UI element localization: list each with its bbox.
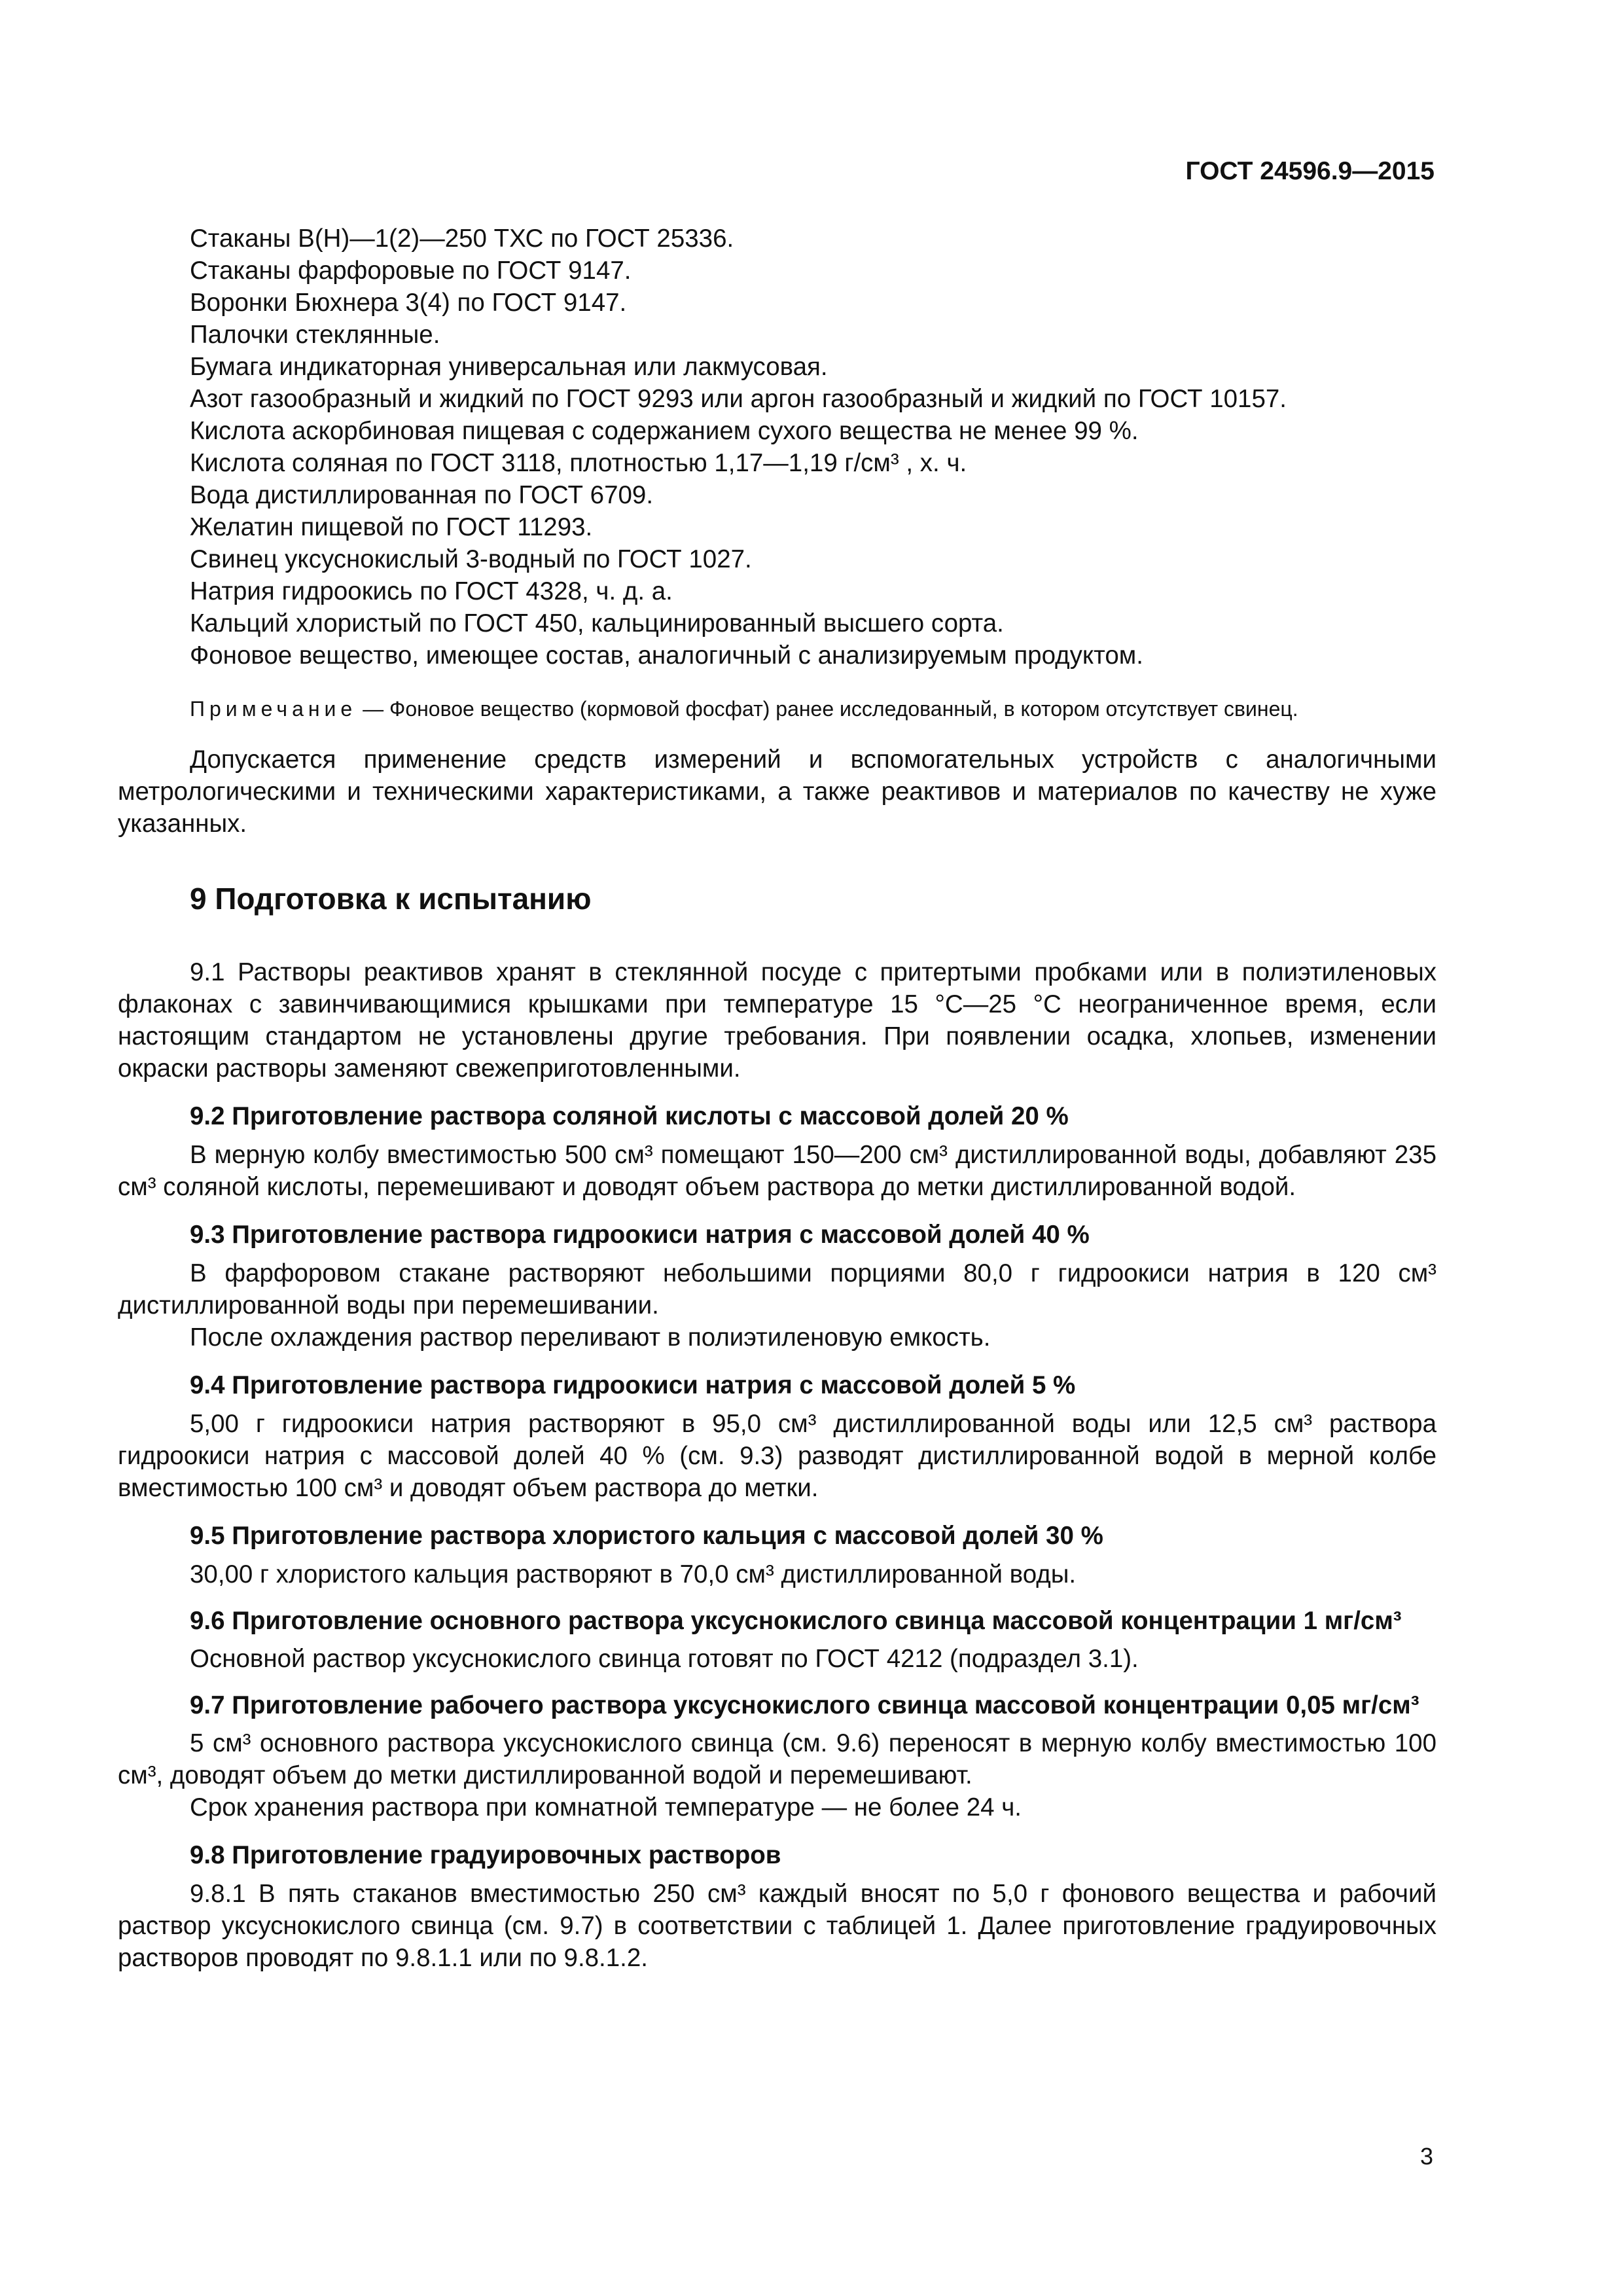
paragraph-9-6: Основной раствор уксуснокислого свинца готовят по ГОСТ 4212 (подраздел 3.1). — [190, 1645, 1139, 1673]
heading-9-8: 9.8 Приготовление градуировочных растворов — [190, 1841, 781, 1869]
standard-number: ГОСТ 24596.9—2015 — [1185, 157, 1435, 185]
list-item: Кальций хлористый по ГОСТ 450, кальцинированный высшего сорта. — [190, 609, 1004, 637]
list-item: Кислота соляная по ГОСТ 3118, плотностью 1,17—1,19 г/см³ , х. ч. — [190, 449, 967, 477]
paragraph-9-8-1: 9.8.1 В пять стаканов вместимостью 250 см³ каждый вносят по 5,0 г фонового вещества и рабочий раствор уксуснокислого свинца (см. 9.7) в соответствии с таблицей 1. Далее приготовление градуировочных растворов проводят по 9.8.1.1 или по 9.8.1.2. — [118, 1880, 1436, 1972]
heading-9-4: 9.4 Приготовление раствора гидроокиси натрия с массовой долей 5 % — [190, 1371, 1076, 1399]
page-number: 3 — [1419, 2143, 1433, 2170]
paragraph-9-4: 5,00 г гидроокиси натрия растворяют в 95,0 см³ дистиллированной воды или 12,5 см³ раствора гидроокиси натрия с массовой долей 40 % (см. 9.3) разводят дистиллированной водой в мерной колбе вместимостью 100 см³ и доводят объем раствора до метки. — [118, 1410, 1436, 1502]
list-item: Желатин пищевой по ГОСТ 11293. — [190, 513, 593, 541]
list-item: Кислота аскорбиновая пищевая с содержанием сухого вещества не менее 99 %. — [190, 417, 1139, 445]
list-item: Свинец уксуснокислый 3-водный по ГОСТ 1027. — [190, 545, 752, 573]
paragraph-9-2: В мерную колбу вместимостью 500 см³ помещают 150—200 см³ дистиллированной воды, добавляют 235 см³ соляной кислоты, перемешивают и доводят объем раствора до метки дистиллированной водой. — [118, 1141, 1436, 1201]
list-item: Азот газообразный и жидкий по ГОСТ 9293 или аргон газообразный и жидкий по ГОСТ 10157. — [190, 385, 1287, 413]
paragraph-9-7b: Срок хранения раствора при комнатной температуре — не более 24 ч. — [190, 1793, 1022, 1821]
list-item: Вода дистиллированная по ГОСТ 6709. — [190, 481, 654, 509]
paragraph-9-3a: В фарфоровом стакане растворяют небольшими порциями 80,0 г гидроокиси натрия в 120 см³ дистиллированной воды при перемешивании. — [118, 1259, 1436, 1319]
list-item: Натрия гидроокись по ГОСТ 4328, ч. д. а. — [190, 577, 673, 605]
list-item: Стаканы В(Н)—1(2)—250 ТХС по ГОСТ 25336. — [190, 224, 734, 253]
allowance-paragraph: Допускается применение средств измерений и вспомогательных устройств с аналогичными метрологическими и техническими характеристиками, а также реактивов и материалов по качеству не хуже указанных. — [118, 745, 1436, 838]
note-text: — Фоновое вещество (кормовой фосфат) ранее исследованный, в котором отсутствует свинец. — [363, 697, 1298, 721]
heading-9-6: 9.6 Приготовление основного раствора уксуснокислого свинца массовой концентрации 1 мг/см³ — [190, 1607, 1402, 1635]
list-item: Палочки стеклянные. — [190, 321, 440, 349]
list-item: Стаканы фарфоровые по ГОСТ 9147. — [190, 257, 632, 285]
list-item: Фоновое вещество, имеющее состав, аналогичный с анализируемым продуктом. — [190, 641, 1143, 670]
note-label: Примечание — [190, 697, 357, 721]
paragraph-9-1: 9.1 Растворы реактивов хранят в стеклянной посуде с притертыми пробками или в полиэтиленовых флаконах с завинчивающимися крышками при температуре 15 °С—25 °С неограниченное время, если настоящим стандартом не установлены другие требования. При появлении осадка, хлопьев, изменении окраски растворы заменяют свежеприготовленными. — [118, 958, 1436, 1083]
materials-list — [118, 223, 1436, 672]
heading-9-2: 9.2 Приготовление раствора соляной кислоты с массовой долей 20 % — [190, 1102, 1069, 1130]
paragraph-9-3b: После охлаждения раствор переливают в полиэтиленовую емкость. — [190, 1323, 991, 1352]
paragraph-9-5: 30,00 г хлористого кальция растворяют в 70,0 см³ дистиллированной воды. — [190, 1560, 1077, 1588]
note — [118, 694, 1436, 724]
paragraph-9-7a: 5 см³ основного раствора уксуснокислого свинца (см. 9.6) переносят в мерную колбу вместимостью 100 см³, доводят объем до метки дистиллированной водой и перемешивают. — [118, 1729, 1436, 1789]
heading-9-7: 9.7 Приготовление рабочего раствора уксуснокислого свинца массовой концентрации 0,05 мг/см³ — [190, 1691, 1419, 1719]
page-content — [118, 223, 1436, 1974]
list-item: Воронки Бюхнера 3(4) по ГОСТ 9147. — [190, 289, 627, 317]
heading-9-3: 9.3 Приготовление раствора гидроокиси натрия с массовой долей 40 % — [190, 1221, 1090, 1249]
section-title: 9 Подготовка к испытанию — [190, 882, 592, 916]
list-item: Бумага индикаторная универсальная или лакмусовая. — [190, 353, 828, 381]
heading-9-5: 9.5 Приготовление раствора хлористого кальция с массовой долей 30 % — [190, 1522, 1103, 1550]
